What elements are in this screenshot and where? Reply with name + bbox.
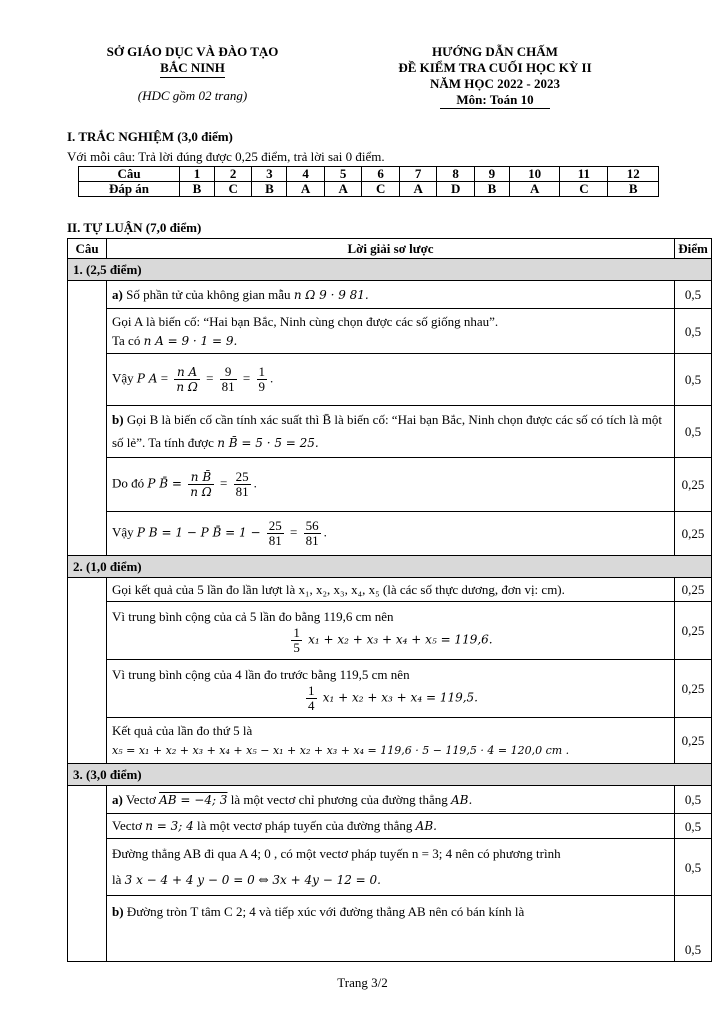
solution-cell: Vì trung bình cộng của cả 5 lần đo bằng 119,6 cm nên $\frac{1}{5}$ x₁ + x₂ + x₃ + x₄ + x₅ = 119,6. — [107, 602, 675, 660]
solution-cell: a) Vectơ AB = −4; 3 là một vectơ chỉ phương của đường thẳng AB. — [107, 786, 675, 814]
question-no: 6 — [362, 167, 400, 182]
section-2-title: 2. (1,0 điểm) — [68, 556, 712, 578]
answer-cell: C — [560, 182, 608, 197]
question-no: 1 — [180, 167, 215, 182]
solution-row — [68, 839, 712, 896]
solution-row — [68, 578, 712, 602]
solution-row — [68, 786, 712, 814]
answer-cell: C — [214, 182, 252, 197]
solution-row — [68, 281, 712, 309]
points-cell: 0,25 — [675, 578, 712, 602]
answer-cell: C — [362, 182, 400, 197]
fraction: $\frac{\text{n B̄}}{\text{n Ω}}$ — [190, 470, 212, 499]
solution-row — [68, 354, 712, 406]
solution-row — [68, 896, 712, 962]
solution-cell: b) Đường tròn T tâm C 2; 4 và tiếp xúc với đường thẳng AB nên có bán kính là — [107, 896, 675, 962]
points-cell: 0,5 — [675, 354, 712, 406]
question-cell — [68, 281, 107, 556]
points-cell: 0,5 — [675, 896, 712, 962]
points-cell: 0,5 — [675, 839, 712, 896]
answer-key-row-answers — [79, 182, 659, 197]
question-cell — [68, 578, 107, 764]
question-no: 7 — [399, 167, 437, 182]
solution-table — [67, 238, 712, 962]
answer-cell: A — [287, 182, 325, 197]
answer-cell: A — [324, 182, 362, 197]
row-label-answer: Đáp án — [79, 182, 180, 197]
section-3-title: 3. (3,0 điểm) — [68, 764, 712, 786]
points-cell: 0,25 — [675, 458, 712, 512]
question-no: 10 — [509, 167, 560, 182]
solution-row — [68, 309, 712, 354]
solution-row — [68, 718, 712, 764]
solution-row — [68, 406, 712, 458]
solution-cell: Do đó P B̄ = $\frac{\text{n B̄}}{\text{n Ω}}$ = $\frac{25}{81}$ . — [107, 458, 675, 512]
page-footer: Trang 3/2 — [337, 975, 388, 990]
table-header-row — [68, 239, 712, 259]
part1-title: I. TRẮC NGHIỆM (3,0 điểm) — [67, 129, 233, 144]
solution-row — [68, 458, 712, 512]
points-cell: 0,5 — [675, 406, 712, 458]
exam-title: ĐỀ KIỂM TRA CUỐI HỌC KỲ II — [398, 60, 592, 75]
fraction: $\frac{25}{81}$ — [235, 469, 249, 499]
issuer-block — [70, 44, 315, 104]
question-no: 3 — [252, 167, 287, 182]
points-cell: 0,25 — [675, 602, 712, 660]
answer-cell: D — [437, 182, 475, 197]
col-header-question: Câu — [68, 239, 107, 259]
solution-row — [68, 660, 712, 718]
solution-cell: a) Số phần tử của không gian mẫu n Ω 9 · 9 81. — [107, 281, 675, 309]
fraction: $\frac{25}{81}$ — [268, 518, 282, 548]
answer-cell: B — [252, 182, 287, 197]
fraction: $\frac{1}{4}$ — [308, 682, 315, 713]
fraction: $\frac{56}{81}$ — [305, 518, 319, 548]
answer-cell: B — [608, 182, 659, 197]
solution-cell: Gọi A là biến cố: “Hai bạn Bắc, Ninh cùng chọn được các số giống nhau”. Ta có n A = 9 · 1 = 9. — [107, 309, 675, 354]
section-1-title: 1. (2,5 điểm) — [68, 259, 712, 281]
points-cell: 0,25 — [675, 718, 712, 764]
province-name: BẮC NINH — [160, 60, 225, 78]
question-no: 9 — [474, 167, 509, 182]
question-cell — [68, 786, 107, 962]
points-cell: 0,25 — [675, 660, 712, 718]
section-row — [68, 556, 712, 578]
fraction: $\frac{1}{9}$ — [258, 364, 266, 394]
row-label-question: Câu — [79, 167, 180, 182]
answer-cell: B — [474, 182, 509, 197]
fraction: $\frac{9}{81}$ — [221, 364, 235, 394]
points-cell: 0,5 — [675, 309, 712, 354]
solution-cell: b) Gọi B là biến cố cần tính xác suất thì B̄ là biến cố: “Hai bạn Bắc, Ninh chọn được các số có tích là một số lẻ”. Ta tính được n B̄ = 5 · 5 = 25. — [107, 406, 675, 458]
answer-cell: A — [399, 182, 437, 197]
school-year: NĂM HỌC 2022 - 2023 — [430, 76, 560, 91]
col-header-solution: Lời giải sơ lược — [107, 239, 675, 259]
pages-note: (HDC gồm 02 trang) — [137, 88, 248, 103]
solution-cell: Gọi kết quả của 5 lần đo lần lượt là x₁, x₂, x₃, x₄, x₅ (là các số thực dương, đơn vị: cm). — [107, 578, 675, 602]
points-cell: 0,5 — [675, 814, 712, 839]
col-header-points: Điểm — [675, 239, 712, 259]
solution-cell: Đường thẳng AB đi qua A 4; 0 , có một vectơ pháp tuyến n = 3; 4 nên có phương trình là 3 x − 4 + 4 y − 0 = 0 ⇔ 3x + 4y − 12 = 0. — [107, 839, 675, 896]
fraction: $\frac{\text{n A}}{\text{n Ω}}$ — [176, 365, 198, 394]
solution-row — [68, 512, 712, 556]
part2-title: II. TỰ LUẬN (7,0 điểm) — [67, 220, 202, 235]
question-no: 12 — [608, 167, 659, 182]
question-no: 8 — [437, 167, 475, 182]
subject: Môn: Toán 10 — [440, 92, 549, 109]
question-no: 5 — [324, 167, 362, 182]
answer-cell: A — [509, 182, 560, 197]
answer-key-row-questions — [79, 167, 659, 182]
solution-row — [68, 602, 712, 660]
answer-cell: B — [180, 182, 215, 197]
solution-cell: Kết quả của lần đo thứ 5 là x₅ = x₁ + x₂ + x₃ + x₄ + x₅ − x₁ + x₂ + x₃ + x₄ = 119,6 · 5 − 119,5 · 4 = 120,0 cm . — [107, 718, 675, 764]
title-block — [380, 44, 610, 109]
question-no: 2 — [214, 167, 252, 182]
solution-cell: Vậy P B = 1 − P B̄ = 1 − $\frac{25}{81}$ = $\frac{56}{81}$ . — [107, 512, 675, 556]
section-row — [68, 259, 712, 281]
answer-key-table — [78, 166, 659, 197]
doc-title: HƯỚNG DẪN CHẤM — [432, 44, 558, 59]
part1-note: Với mỗi câu: Trả lời đúng được 0,25 điểm, trả lời sai 0 điểm. — [67, 149, 385, 164]
points-cell: 0,25 — [675, 512, 712, 556]
question-no: 11 — [560, 167, 608, 182]
solution-cell: Vectơ n = 3; 4 là một vectơ pháp tuyến của đường thẳng AB. — [107, 814, 675, 839]
points-cell: 0,5 — [675, 786, 712, 814]
section-row — [68, 764, 712, 786]
question-no: 4 — [287, 167, 325, 182]
solution-cell: Vì trung bình cộng của 4 lần đo trước bằng 119,5 cm nên $\frac{1}{4}$ x₁ + x₂ + x₃ + x₄ = 119,5. — [107, 660, 675, 718]
solution-cell: Vậy P A = $\frac{\text{n A}}{\text{n Ω}}$ = $\frac{9}{81}$ = $\frac{1}{9}$ . — [107, 354, 675, 406]
solution-row — [68, 814, 712, 839]
fraction: $\frac{1}{5}$ — [293, 624, 300, 655]
dept-name: SỞ GIÁO DỤC VÀ ĐÀO TẠO — [106, 44, 279, 59]
points-cell: 0,5 — [675, 281, 712, 309]
